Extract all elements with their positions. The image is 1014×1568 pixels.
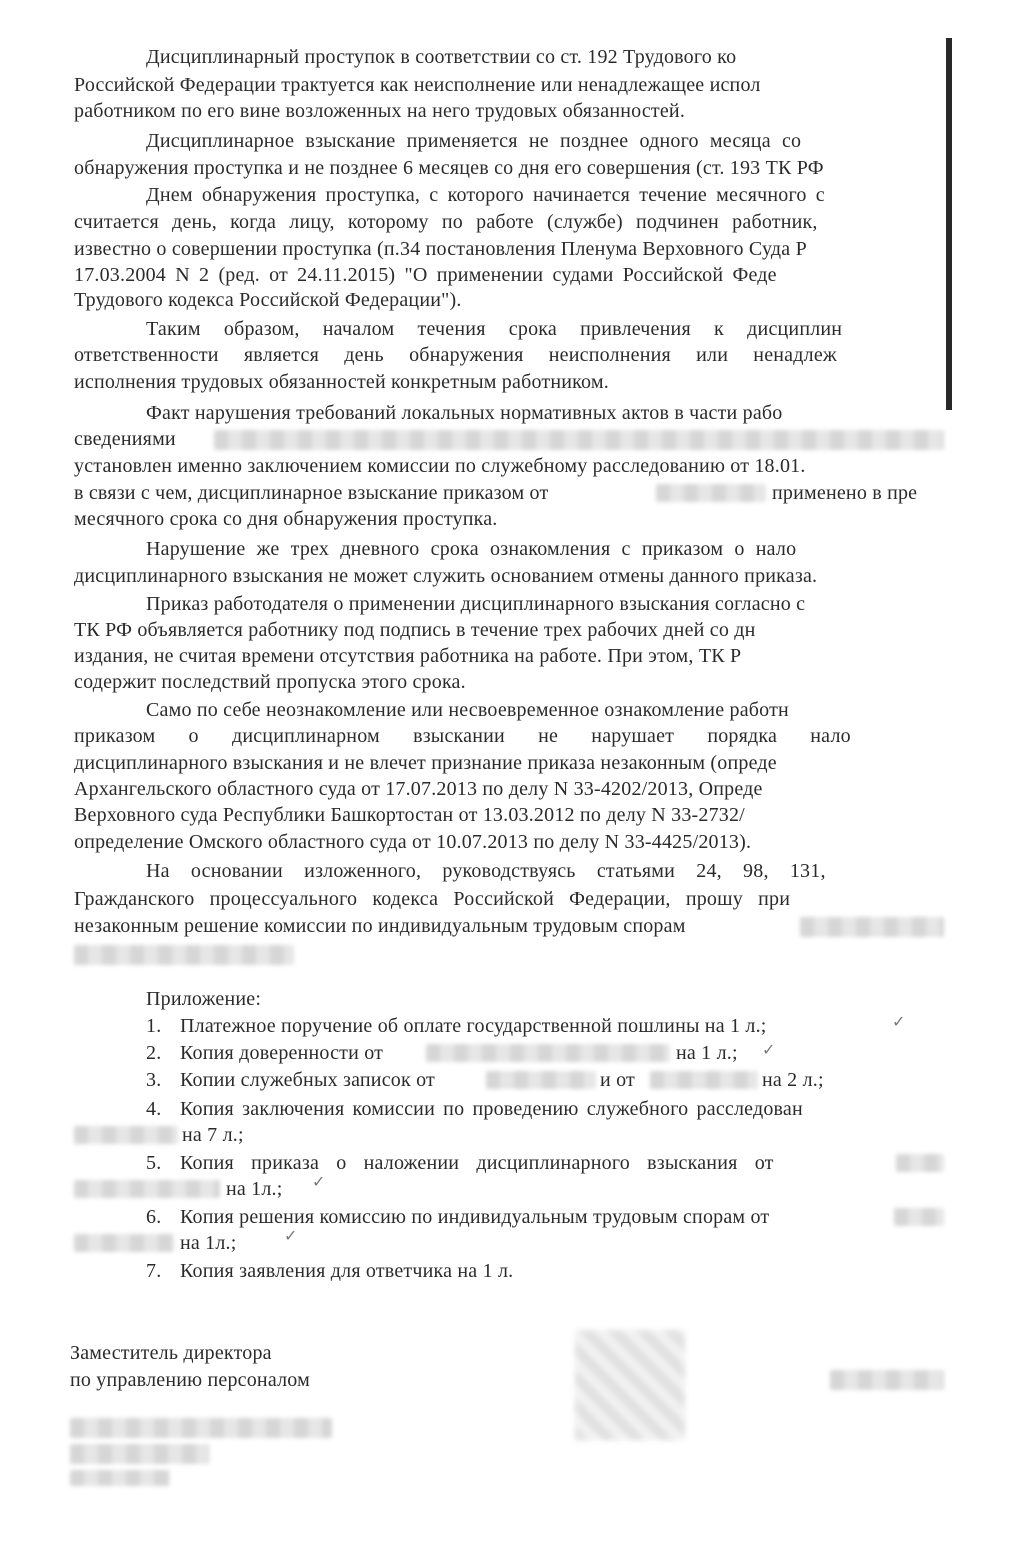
p6-line1: Нарушение же трех дневного срока ознакомления с приказом о нало	[146, 538, 797, 560]
p5-line5: месячного срока со дня обнаружения проступка.	[74, 508, 498, 530]
p4-line2: ответственности является день обнаружения неисполнения или ненадлеж	[74, 344, 837, 366]
redacted-date	[896, 1154, 944, 1172]
redacted-date	[426, 1044, 670, 1062]
attachment-text: Копия решения комиссию по индивидуальным трудовым спорам от	[180, 1206, 770, 1228]
redacted-date	[486, 1071, 596, 1089]
redacted-date	[894, 1208, 944, 1226]
p3-line5: Трудового кодекса Российской Федерации").	[74, 289, 462, 311]
p9-line2: Гражданского процессуального кодекса Российской Федерации, прошу при	[74, 888, 791, 910]
p8-line4: Архангельского областного суда от 17.07.2013 по делу N 33-4202/2013, Опреде	[74, 778, 763, 800]
check-mark-icon: ✓	[762, 1040, 776, 1059]
signatory-title-line2: по управлению персоналом	[70, 1369, 310, 1391]
p5-line4-tail: применено в пре	[772, 482, 918, 504]
attachment-text: Копия заявления для ответчика на 1 л.	[180, 1260, 514, 1282]
p2-line1: Дисциплинарное взыскание применяется не позднее одного месяца со	[146, 130, 802, 152]
redacted-block	[800, 917, 944, 937]
redacted-date	[74, 1234, 174, 1252]
redacted-date	[656, 484, 766, 502]
p8-line5: Верховного суда Республики Башкортостан от 13.03.2012 по делу N 33-2732/	[74, 804, 745, 826]
p3-line2: считается день, когда лицу, которому по работе (службе) подчинен работник,	[74, 211, 818, 233]
p4-line1: Таким образом, началом течения срока привлечения к дисциплин	[146, 318, 843, 340]
attachment-mid: и от	[600, 1069, 635, 1091]
redacted-date	[74, 1180, 220, 1198]
p7-line1: Приказ работодателя о применении дисциплинарного взыскания согласно с	[146, 593, 806, 615]
attachment-text: Копия доверенности от	[180, 1042, 384, 1064]
p7-line2: ТК РФ объявляется работнику под подпись в течение трех рабочих дней со дн	[74, 619, 756, 641]
p5-line1: Факт нарушения требований локальных нормативных актов в части рабо	[146, 402, 783, 424]
p9-line1: На основании изложенного, руководствуясь статьями 24, 98, 131,	[146, 860, 826, 882]
attachment-num: 5.	[146, 1152, 162, 1174]
p3-line3: известно о совершении проступка (п.34 постановления Пленума Верховного Суда Р	[74, 238, 807, 260]
attachment-num: 6.	[146, 1206, 162, 1228]
redacted-date	[650, 1071, 758, 1089]
attachment-num: 1.	[146, 1015, 162, 1037]
redacted-block	[70, 1470, 170, 1486]
redacted-block	[70, 1444, 210, 1464]
p8-line6: определение Омского областного суда от 10.07.2013 по делу N 33-4425/2013).	[74, 831, 752, 853]
attachment-tail: на 7 л.;	[182, 1124, 244, 1146]
attachment-text: Платежное поручение об оплате государственной пошлины на 1 л.;	[180, 1015, 767, 1037]
signature-redacted	[575, 1330, 685, 1440]
redacted-block	[74, 945, 294, 965]
p6-line2: дисциплинарного взыскания не может служить основанием отмены данного приказа.	[74, 565, 818, 587]
redacted-date	[74, 1126, 178, 1144]
p1-line2: Российской Федерации трактуется как неисполнение или ненадлежащее испол	[74, 74, 761, 96]
attachment-num: 2.	[146, 1042, 162, 1064]
p5-line2-label: сведениями	[74, 428, 176, 450]
p1-line1: Дисциплинарный проступок в соответствии со ст. 192 Трудового ко	[146, 46, 737, 68]
p3-line1: Днем обнаружения проступка, с которого начинается течение месячного с	[146, 184, 825, 206]
scan-edge-shadow	[946, 38, 952, 410]
attachment-text: Копии служебных записок от	[180, 1069, 435, 1091]
p3-line4: 17.03.2004 N 2 (ред. от 24.11.2015) "О применении судами Российской Феде	[74, 264, 777, 286]
p7-line3: издания, не считая времени отсутствия работника на работе. При этом, ТК Р	[74, 645, 742, 667]
p5-line3: установлен именно заключением комиссии по служебному расследованию от 18.01.	[74, 455, 806, 477]
check-mark-icon: ✓	[284, 1226, 298, 1245]
attachments-heading: Приложение:	[146, 988, 262, 1010]
p7-line4: содержит последствий пропуска этого срока.	[74, 671, 466, 693]
p9-line3: незаконным решение комиссии по индивидуальным трудовым спорам	[74, 915, 686, 937]
check-mark-icon: ✓	[312, 1172, 326, 1191]
redacted-block	[214, 430, 944, 450]
attachment-tail: на 1л.;	[226, 1178, 283, 1200]
check-mark-icon: ✓	[892, 1012, 906, 1031]
attachment-tail: на 1л.;	[180, 1232, 237, 1254]
p8-line1: Само по себе неознакомление или несвоевременное ознакомление работн	[146, 699, 789, 721]
p4-line3: исполнения трудовых обязанностей конкретным работником.	[74, 371, 609, 393]
signatory-name-redacted	[830, 1370, 944, 1390]
attachment-num: 3.	[146, 1069, 162, 1091]
attachment-num: 7.	[146, 1260, 162, 1282]
p8-line3: дисциплинарного взыскания и не влечет признание приказа незаконным (опреде	[74, 752, 777, 774]
p8-line2: приказом о дисциплинарном взыскании не нарушает порядка нало	[74, 725, 851, 747]
redacted-block	[70, 1418, 332, 1438]
attachment-text: Копия приказа о наложении дисциплинарного взыскания от	[180, 1152, 774, 1174]
attachment-num: 4.	[146, 1098, 162, 1120]
p5-line4: в связи с чем, дисциплинарное взыскание приказом от	[74, 482, 549, 504]
p2-line2: обнаружения проступка и не позднее 6 месяцев со дня его совершения (ст. 193 ТК РФ	[74, 157, 824, 179]
attachment-text: Копия заключения комиссии по проведению служебного расследован	[180, 1098, 803, 1120]
p1-line3: работником по его вине возложенных на него трудовых обязанностей.	[74, 100, 686, 122]
attachment-tail: на 2 л.;	[762, 1069, 824, 1091]
signatory-title-line1: Заместитель директора	[70, 1342, 272, 1364]
attachment-tail: на 1 л.;	[676, 1042, 738, 1064]
